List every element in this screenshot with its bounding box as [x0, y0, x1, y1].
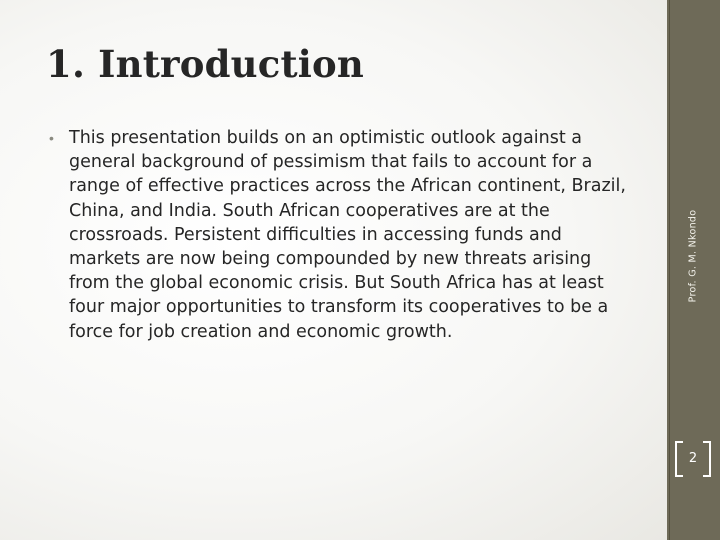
sidebar-divider: [669, 0, 670, 540]
slide-title: 1. Introduction: [46, 42, 365, 86]
page-number: 2: [688, 451, 698, 466]
page-number-badge: [674, 440, 712, 478]
bullet-marker: •: [49, 130, 54, 146]
bullet-text: This presentation builds on an optimistic outlook against a general background of pessimism that fails to account for a range of effective practices across the African continent, Brazil, China, and India. South African cooperatives are at the crossroads. Persistent difficulties in accessing funds and markets are now being compounded by new threats arising from the global economic crisis. But South Africa has at least four major opportunities to transform its cooperatives to be a force for job creation and economic growth.: [69, 128, 626, 342]
author-credit: Prof. G. M. Nkondo: [687, 209, 699, 303]
bullet-item: [49, 126, 634, 344]
right-sidebar: [667, 0, 720, 540]
